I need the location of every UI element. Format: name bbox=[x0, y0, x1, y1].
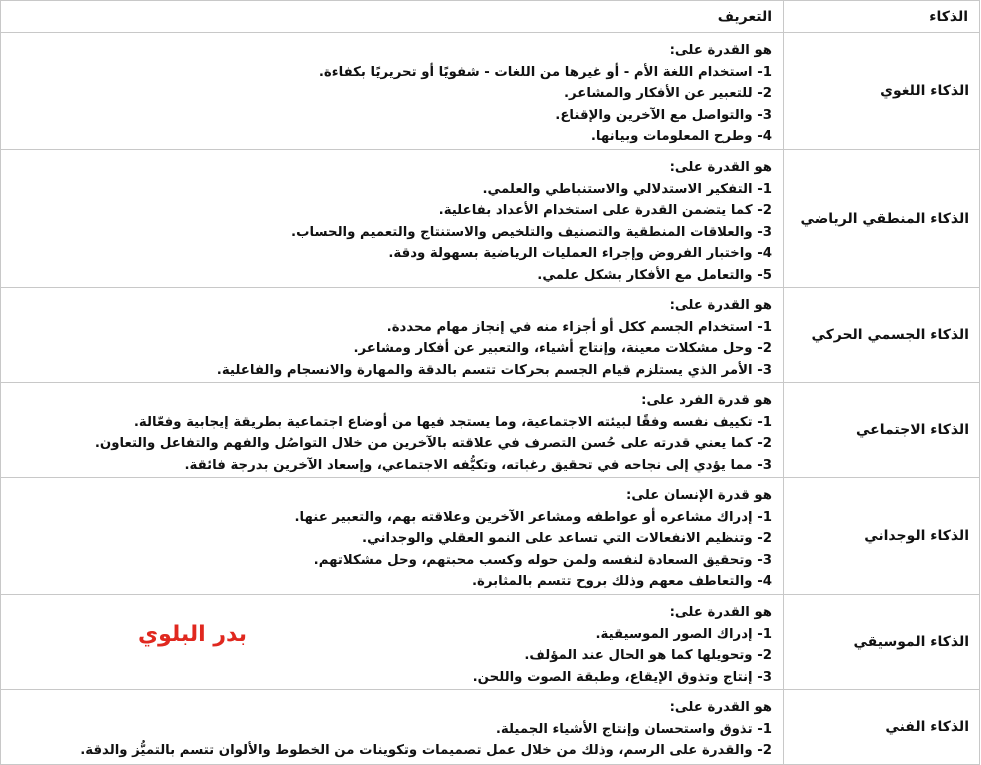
intelligence-definition bbox=[1, 288, 784, 383]
definition-line: 4- واختبار الفروض وإجراء العمليات الرياضية بسهولة ودقة. bbox=[388, 246, 772, 262]
table-row bbox=[1, 478, 980, 595]
definition-line: هو القدرة على: bbox=[669, 43, 772, 58]
definition-line: 3- والعلاقات المنطقية والتصنيف والتلخيص والاستنتاج والتعميم والحساب. bbox=[291, 224, 772, 240]
header-intelligence: الذكاء bbox=[784, 1, 980, 33]
intelligence-name: الذكاء الموسيقي bbox=[784, 595, 980, 690]
definition-line: 1- إدراك الصور الموسيقية. bbox=[595, 626, 772, 642]
intelligence-definition bbox=[1, 383, 784, 478]
definition-line: 2- وتحويلها كما هو الحال عند المؤلف. bbox=[524, 648, 772, 664]
definition-line: 2- وحل مشكلات معينة، وإنتاج أشياء، والتعبير عن أفكار ومشاعر. bbox=[353, 341, 772, 357]
intelligence-name: الذكاء الجسمي الحركي bbox=[784, 288, 980, 383]
definition-line: هو القدرة على: bbox=[669, 605, 772, 620]
intelligence-definition bbox=[1, 150, 784, 288]
intelligence-name: الذكاء الوجداني bbox=[784, 478, 980, 595]
table-row bbox=[1, 150, 980, 288]
definition-line: 1- إدراك مشاعره أو عواطفه ومشاعر الآخرين وعلاقته بهم، والتعبير عنها. bbox=[294, 509, 772, 525]
intelligence-name: الذكاء الفني bbox=[784, 690, 980, 765]
definition-line: 3- إنتاج وتذوق الإيقاع، وطبقة الصوت واللحن. bbox=[472, 669, 772, 685]
definition-line: 1- تذوق واستحسان وإنتاج الأشياء الجميلة. bbox=[495, 721, 772, 737]
definition-line: هو القدرة على: bbox=[669, 298, 772, 313]
definition-line: 2- وتنظيم الانفعالات التي تساعد على النمو العقلي والوجداني. bbox=[362, 531, 772, 547]
definition-line: 1- تكييف نفسه وفقًا لبيئته الاجتماعية، وما يستجد فيها من أوضاع اجتماعية بطريقة إيجابية وفعّالة. bbox=[133, 414, 772, 430]
definition-line: هو قدرة الإنسان على: bbox=[626, 488, 772, 503]
definition-line: 4- والتعاطف معهم وذلك بروح تتسم بالمثابرة. bbox=[471, 574, 772, 590]
intelligence-definition bbox=[1, 478, 784, 595]
definition-line: 3- مما يؤدي إلى نجاحه في تحقيق رغباته، وتكيُّفه الاجتماعي، وإسعاد الآخرين بدرجة فائقة. bbox=[184, 457, 772, 473]
table-row bbox=[1, 383, 980, 478]
definition-line: 3- والتواصل مع الآخرين والإقناع. bbox=[555, 107, 772, 123]
table-header-row bbox=[1, 1, 980, 33]
definition-line: 1- استخدام الجسم ككل أو أجزاء منه في إنجاز مهام محددة. bbox=[386, 319, 772, 335]
definition-line: 3- الأمر الذي يستلزم قيام الجسم بحركات تتسم بالدقة والمهارة والانسجام والفاعلية. bbox=[216, 362, 772, 378]
definition-line: 3- وتحقيق السعادة لنفسه ولمن حوله وكسب محبتهم، وحل مشكلاتهم. bbox=[313, 552, 772, 568]
intelligence-definition bbox=[1, 33, 784, 150]
intelligence-definition bbox=[1, 595, 784, 690]
definition-line: 2- كما يتضمن القدرة على استخدام الأعداد بفاعلية. bbox=[438, 203, 772, 219]
table-row bbox=[1, 33, 980, 150]
intelligence-name: الذكاء اللغوي bbox=[784, 33, 980, 150]
definition-line: 2- والقدرة على الرسم، وذلك من خلال عمل تصميمات وتكوينات من الخطوط والألوان تتسم بالتميُّز والدقة. bbox=[80, 743, 772, 759]
definition-line: 4- وطرح المعلومات وبيانها. bbox=[590, 129, 772, 145]
definition-line: هو قدرة الفرد على: bbox=[641, 393, 772, 408]
intelligence-name: الذكاء المنطقي الرياضي bbox=[784, 150, 980, 288]
definition-line: 1- استخدام اللغة الأم - أو غيرها من اللغات - شفويًا أو تحريريًا بكفاءة. bbox=[318, 64, 772, 80]
definition-line: 1- التفكير الاستدلالي والاستنباطي والعلمي. bbox=[482, 181, 772, 197]
definition-line: هو القدرة على: bbox=[669, 700, 772, 715]
definition-line: 2- كما يعني قدرته على حُسن التصرف في علاقته بالآخرين من خلال التواصُل والفهم والتفاعل والتعاون. bbox=[94, 436, 772, 452]
definition-line: 5- والتعامل مع الأفكار بشكل علمي. bbox=[537, 267, 772, 283]
table-row bbox=[1, 288, 980, 383]
intelligence-definition bbox=[1, 690, 784, 765]
definition-line: هو القدرة على: bbox=[669, 160, 772, 175]
table-row bbox=[1, 690, 980, 765]
definition-line: 2- للتعبير عن الأفكار والمشاعر. bbox=[563, 86, 772, 102]
author-signature: بدر البلوي bbox=[138, 622, 248, 647]
intelligence-name: الذكاء الاجتماعي bbox=[784, 383, 980, 478]
header-definition: التعريف bbox=[1, 1, 784, 33]
